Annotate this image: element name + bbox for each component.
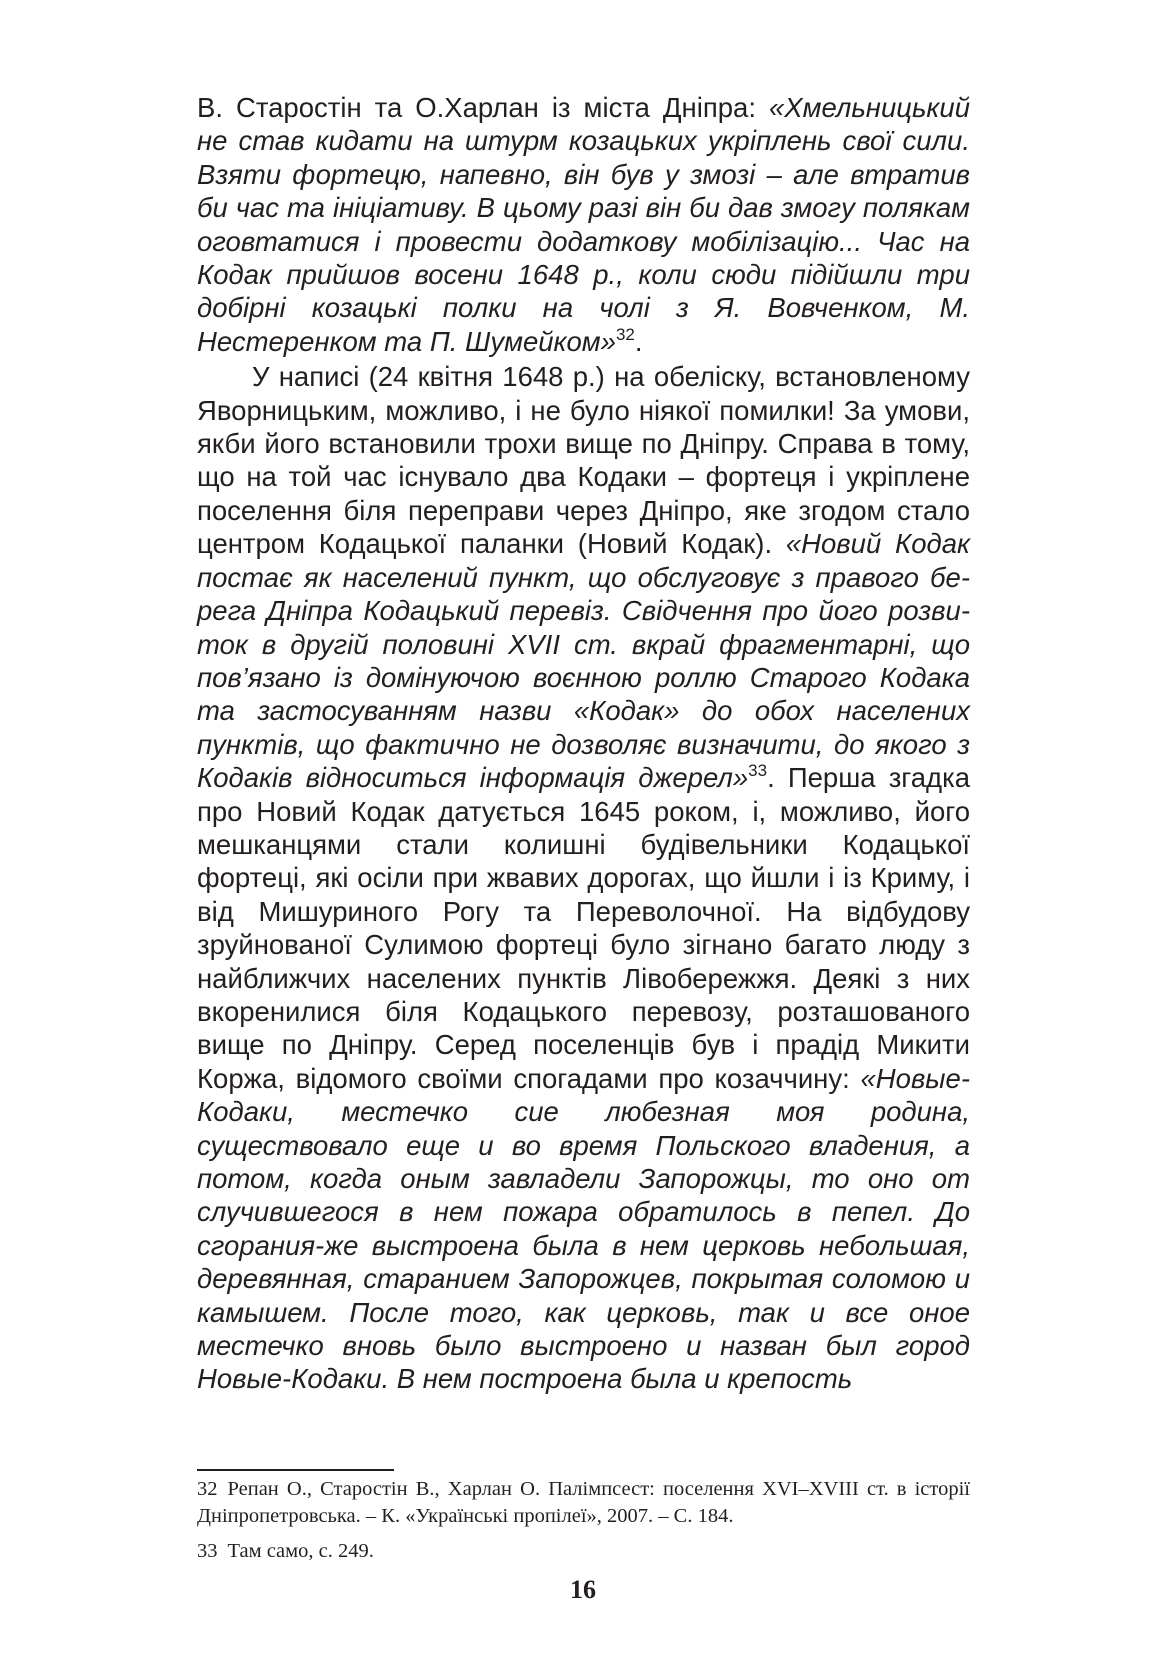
footnote-divider [197, 1469, 394, 1471]
quote-khmelnytsky: «Хмельницький не став кидати на штурм козацьких укріплень свої сили. Взяти фортецю, напевно, він був у змозі – але втратив би час та ініціативу. В цьому разі він би дав змогу полякам оговтатися і провести додаткову мобілізацію... Час на Кодак прийшов восени 1648 р., коли сюди підійшли три добірні козацькі полки на чолі з Я. Вовченком, М. Нестеренком та П. Шумейком» [197, 92, 970, 357]
footnote-number: 33 [197, 1540, 218, 1562]
footnote-text: Репан О., Старостін В., Харлан О. Палімпсест: поселення XVI–XVIII ст. в історії Дніпропетровська. – К. «Українські пропілеї», 2007. – С. 184. [197, 1478, 970, 1527]
footnote-ref-32[interactable]: 32 [615, 324, 635, 344]
paragraph-2-text: У написі (24 квітня 1648 р.) на обеліску, встановленому Яворницьким, можливо, і не було ніякої помилки! За умови, якби його встановили трохи вище по Дніпру. Справа в тому, що на той час існувало два Кодаки – фортеця і укріплене поселення біля переправи через Дніпро, яке згодом стало центром Кодацької паланки (Новий Кодак). [197, 361, 970, 560]
page-number: 16 [570, 1575, 596, 1604]
paragraph-2-continuation: . Перша згадка про Новий Кодак датується 1645 роком, і, можливо, його мешканцями стали колишні будівельники Кодацької фортеці, які осіли при жвавих дорогах, що йшли і із Криму, і від Мишуриного Рогу та Переволочної. На відбудову зруйнованої Сулимою фортеці було зігнано багато люду з найближчих населених пунктів Лівобережжя. Деякі з них вкоренилися біля Кодацького перевозу, розташованого вище по Дніпру. Серед поселенців був і прадід Микити Коржа, відомого своїми спогадами про козаччину: [197, 762, 970, 1094]
footnote-33 [197, 1538, 970, 1565]
footnotes [197, 1476, 970, 1573]
quote-korzh: «Новые-Кодаки, местечко сие любезная моя родина, существовало еще и во время Польского владения, а потом, когда оным завладели Запорожцы, то оно от случившегося в нем пожара обратилось в пепел. До сгорания-же выстроена была в нем церковь небольшая, деревянная, старанием Запорожцев, покрытая соломою и камышем. После того, как церковь, так и все оное местечко вновь было выстроено и назван был город Новые-Кодаки. В нем построена была и крепость [197, 1062, 970, 1395]
paragraph-2 [197, 360, 970, 1396]
main-text [197, 91, 970, 1396]
paragraph-1-end: . [634, 325, 643, 357]
footnote-32 [197, 1476, 970, 1530]
footnote-ref-33[interactable]: 33 [748, 761, 768, 781]
paragraph-1 [197, 91, 970, 358]
quote-novyi-kodak: «Новий Кодак постає як населений пункт, що обслуговує з правого берега Дніпра Кодацький перевіз. Свідчення про його розвиток в другій половині XVII ст. вкрай фрагментарні, що пов’язано із домінуючою воєнною роллю Старого Кодака та застосуванням назви «Кодак» до обох населених пунктів, що фактично не дозволяє визначити, до якого з Кодаків відноситься інформація джерел» [197, 528, 970, 794]
footnote-text: Там само, с. 249. [227, 1540, 374, 1562]
paragraph-1-text: В. Старостін та О.Харлан із міста Дніпра: [197, 92, 769, 123]
footnote-number: 32 [197, 1478, 218, 1500]
